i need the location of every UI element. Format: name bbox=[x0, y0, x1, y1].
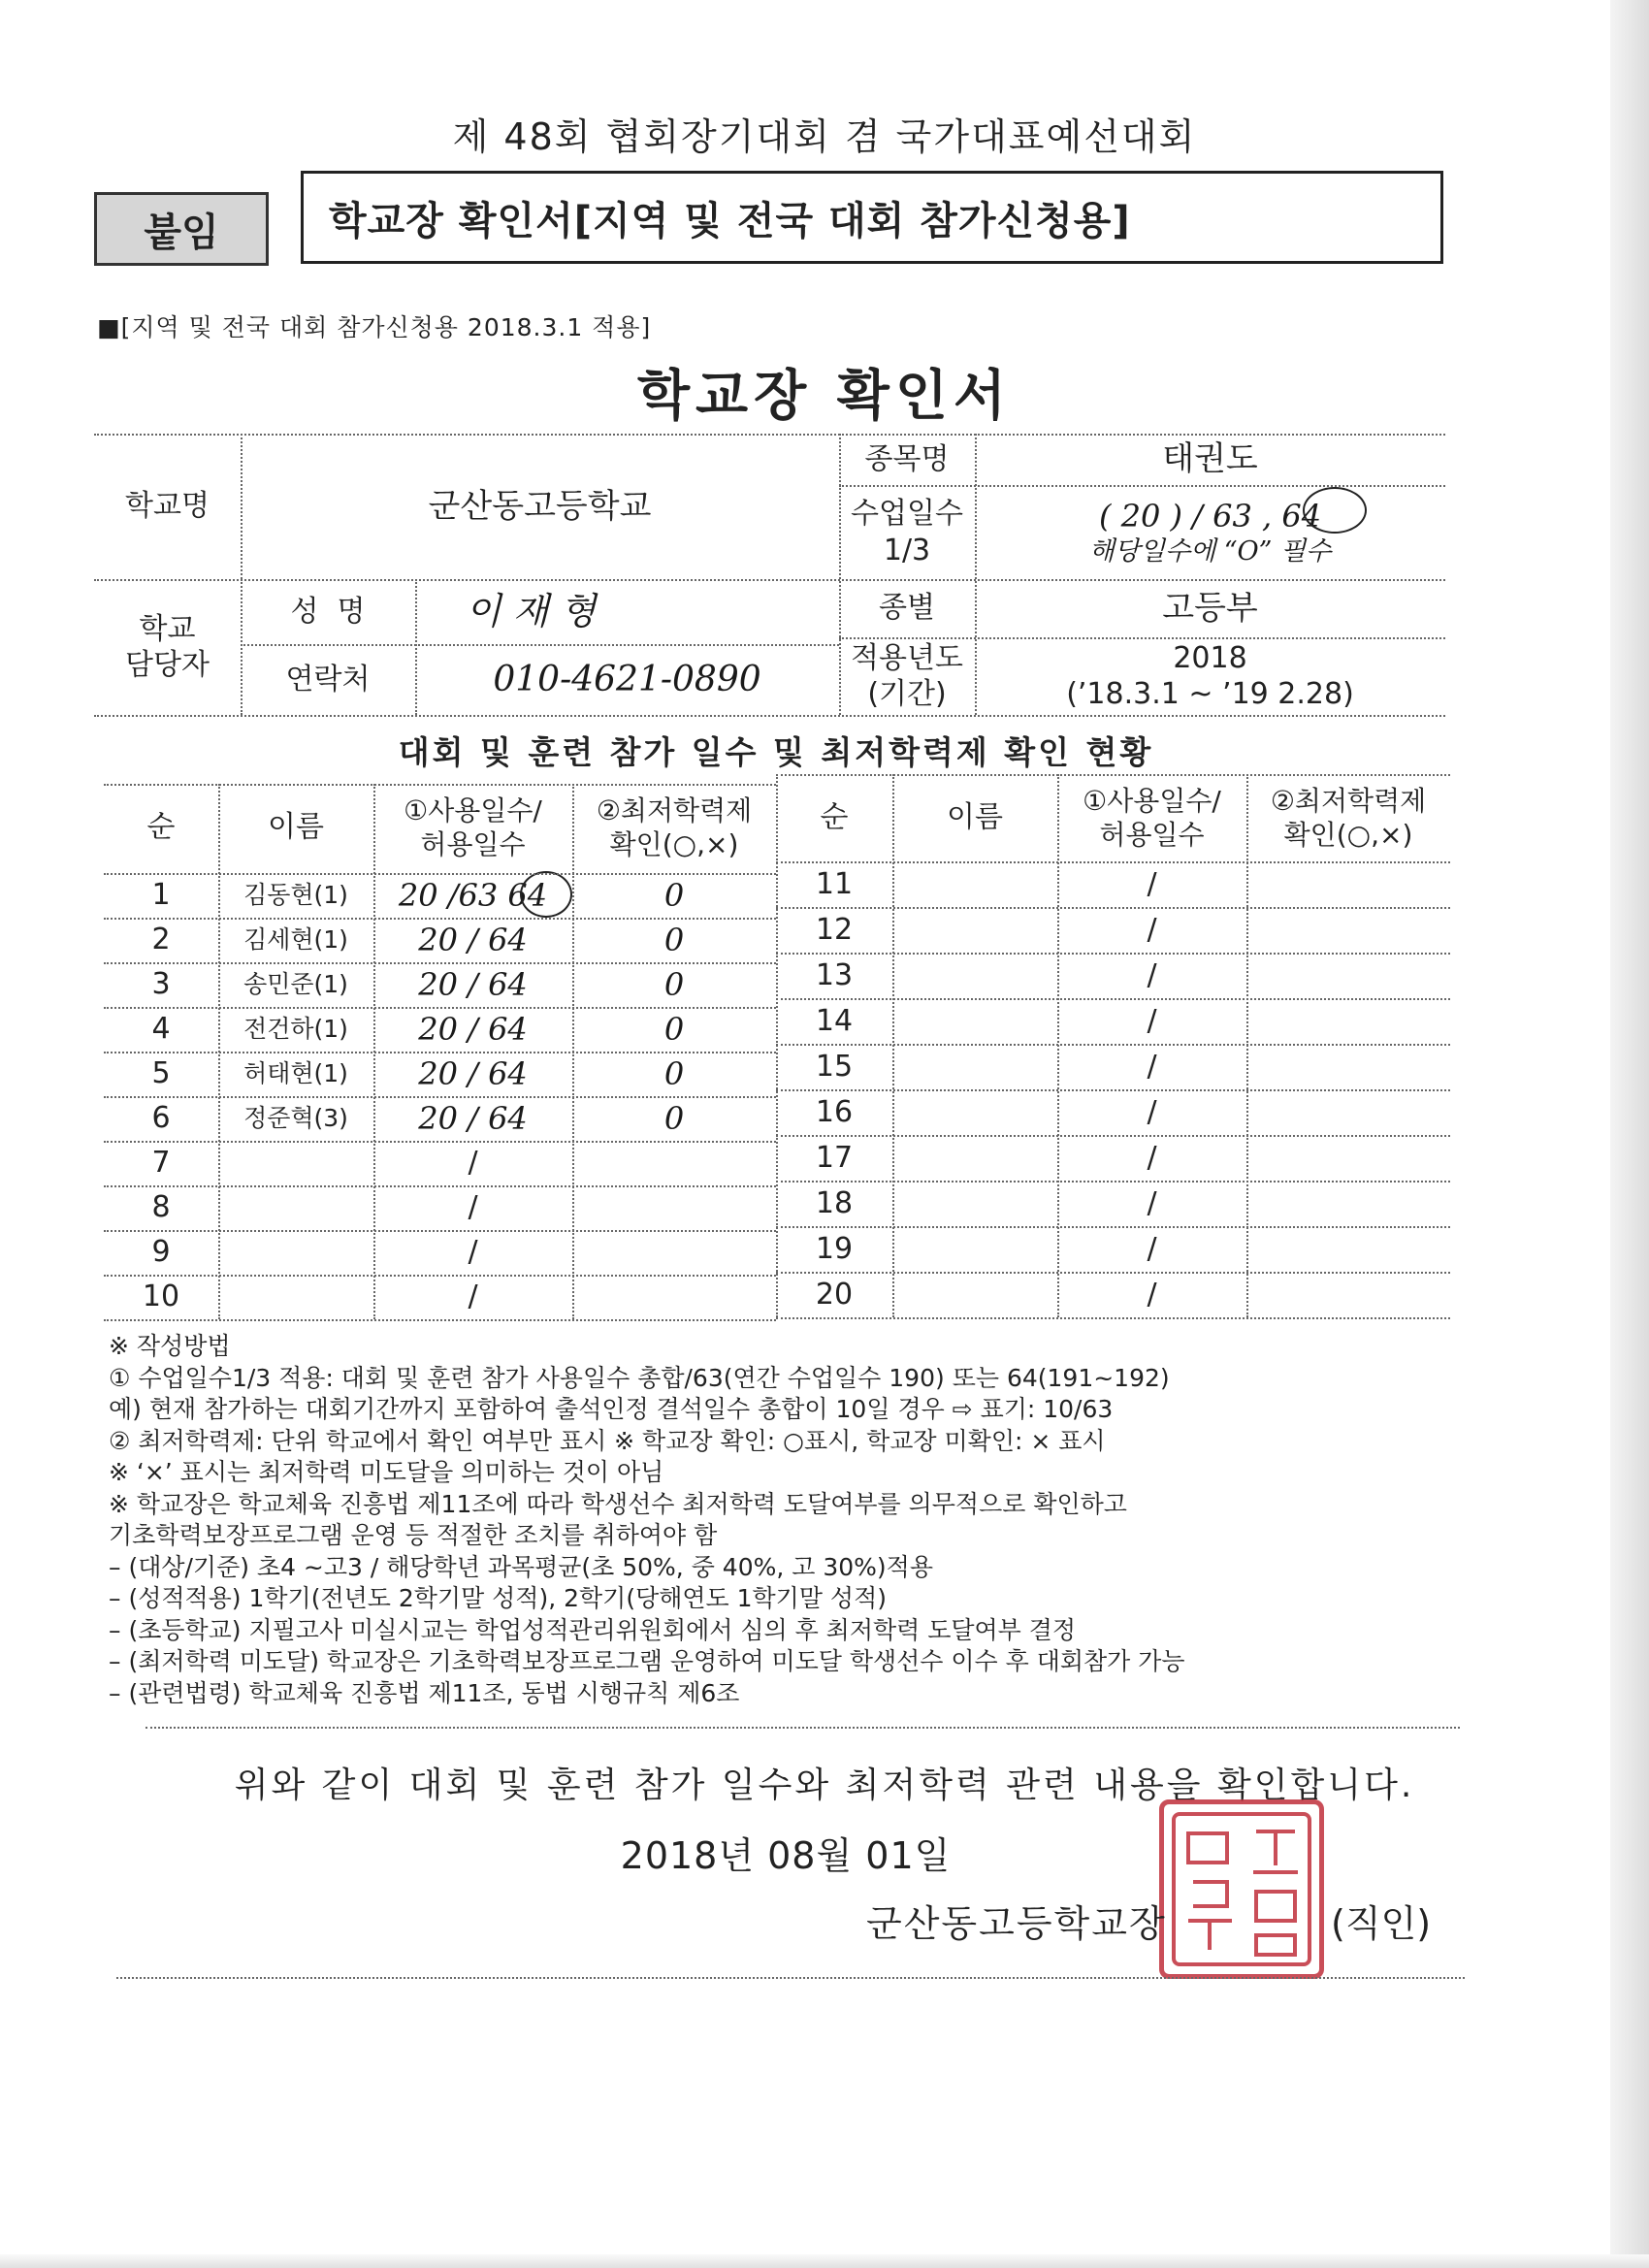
grid-line bbox=[218, 784, 220, 1319]
class-days-note: 해당일수에 “O” 필수 bbox=[1088, 535, 1332, 567]
header-check-line2: 확인(○,×) bbox=[609, 828, 739, 860]
school-label: 학교명 bbox=[125, 489, 210, 524]
seal-icon bbox=[1164, 1804, 1319, 1974]
grid-line bbox=[776, 1272, 1450, 1274]
grid-line bbox=[104, 1052, 776, 1053]
class-days-label-line2: 1/3 bbox=[883, 533, 931, 567]
class-days-fraction: ( 20 ) / 63 , 64 bbox=[1098, 497, 1322, 535]
row-seq: 5 bbox=[151, 1056, 171, 1091]
grid-line bbox=[1057, 774, 1059, 1317]
row-name: 김동현(1) bbox=[243, 881, 348, 910]
row-check: 0 bbox=[663, 966, 685, 1003]
header-name-left: 이름 bbox=[268, 810, 324, 845]
row-seq: 11 bbox=[815, 866, 854, 901]
row-name: 정준혁(3) bbox=[243, 1104, 348, 1133]
contact-value: 010-4621-0890 bbox=[493, 660, 761, 699]
header-name-right: 이름 bbox=[947, 800, 1003, 835]
grid-line bbox=[104, 1141, 776, 1143]
header-check-right bbox=[1246, 774, 1450, 861]
grid-line bbox=[776, 1044, 1450, 1046]
section-title: 대회 및 훈련 참가 일수 및 최저학력제 확인 현황 bbox=[398, 733, 1154, 771]
row-days: / bbox=[1147, 912, 1157, 947]
row-check: 0 bbox=[663, 922, 685, 958]
row-days: / bbox=[468, 1146, 478, 1181]
grid-line bbox=[776, 774, 1450, 776]
header-check-right-line1: ②최저학력제 bbox=[1270, 785, 1427, 817]
manager-label-line2: 담당자 bbox=[125, 648, 210, 682]
name-value: 이 재 형 bbox=[466, 589, 597, 632]
row-days: / bbox=[1147, 1003, 1157, 1038]
row-days: / bbox=[1147, 1094, 1157, 1129]
header-days-line1: ①사용일수/ bbox=[404, 794, 542, 826]
header-days-left bbox=[373, 784, 572, 871]
grid-line bbox=[1246, 774, 1248, 1317]
row-days: 20 / 64 bbox=[418, 1011, 528, 1048]
row-seq: 13 bbox=[815, 957, 854, 992]
row-check: 0 bbox=[663, 1011, 685, 1048]
row-seq: 20 bbox=[815, 1277, 854, 1312]
signer: 군산동고등학교장 bbox=[866, 1902, 1167, 1945]
header-seq-right: 순 bbox=[820, 800, 849, 835]
grid-line bbox=[104, 873, 776, 875]
row-days: / bbox=[1147, 1231, 1157, 1266]
grid-line bbox=[104, 1230, 776, 1232]
divider-bottom bbox=[116, 1977, 1465, 1979]
note-line: ① 수업일수1/3 적용: 대회 및 훈련 참가 사용일수 총합/63(연간 수업일수 190) 또는 64(191~192) bbox=[109, 1363, 1170, 1392]
year-value bbox=[975, 637, 1445, 715]
note-line: ※ 학교장은 학교체육 진흥법 제11조에 따라 학생선수 최저학력 도달여부를 의무적으로 확인하고 bbox=[109, 1489, 1127, 1518]
divider bbox=[146, 1727, 1460, 1729]
event-title: 제 48회 협회장기대회 겸 국가대표예선대회 bbox=[452, 115, 1197, 158]
year-label bbox=[839, 637, 975, 715]
row-seq: 12 bbox=[815, 912, 854, 947]
header-days-right-line2: 허용일수 bbox=[1099, 819, 1205, 851]
apply-note: ■[지역 및 전국 대회 참가신청용 2018.3.1 적용] bbox=[97, 313, 652, 341]
note-line: ※ ‘×’ 표시는 최저학력 미도달을 의미하는 것이 아님 bbox=[109, 1458, 664, 1486]
row-days: 20 / 64 bbox=[418, 922, 528, 958]
row-name: 송민준(1) bbox=[243, 970, 348, 999]
row-name: 전건하(1) bbox=[243, 1015, 348, 1044]
contact-label: 연락처 bbox=[285, 662, 371, 697]
manager-label-line1: 학교 bbox=[139, 611, 196, 646]
grid-line bbox=[776, 1089, 1450, 1091]
row-seq: 6 bbox=[151, 1101, 171, 1136]
row-name bbox=[218, 1275, 373, 1319]
note-line: 기초학력보장프로그램 운영 등 적절한 조치를 취하여야 함 bbox=[109, 1521, 718, 1549]
note-line: 예) 현재 참가하는 대회기간까지 포함하여 출석인정 결석일수 총합이 10일 경우 ⇨ 표기: 10/63 bbox=[109, 1395, 1114, 1423]
row-days: / bbox=[1147, 1185, 1157, 1220]
grid-line bbox=[776, 1226, 1450, 1228]
grid-line bbox=[776, 953, 1450, 955]
grid-line bbox=[104, 784, 776, 786]
grid-line bbox=[373, 784, 375, 1319]
circle-mark bbox=[1303, 487, 1367, 534]
manager-label bbox=[94, 579, 241, 715]
grid-line bbox=[776, 907, 1450, 909]
row-check bbox=[572, 1230, 776, 1275]
row-days: / bbox=[1147, 1277, 1157, 1312]
class-days-value bbox=[975, 485, 1445, 579]
header-check-line1: ②최저학력제 bbox=[596, 794, 753, 826]
attachment-title: 학교장 확인서[지역 및 전국 대회 참가신청용] bbox=[301, 171, 1443, 264]
year-label-line2: (기간) bbox=[867, 677, 947, 711]
note-line: – (성적적용) 1학기(전년도 2학기말 성적), 2학기(당해연도 1학기말 성적) bbox=[109, 1584, 887, 1612]
row-name bbox=[218, 1141, 373, 1185]
row-seq: 4 bbox=[151, 1012, 171, 1047]
division-value: 고등부 bbox=[1162, 588, 1258, 628]
document-title: 학교장 확인서 bbox=[636, 365, 1013, 428]
grid-line bbox=[776, 1317, 1450, 1319]
row-seq: 17 bbox=[815, 1140, 854, 1175]
name-label: 성 명 bbox=[290, 594, 366, 629]
row-seq: 15 bbox=[815, 1049, 854, 1084]
row-seq: 9 bbox=[151, 1235, 171, 1270]
row-name bbox=[218, 1230, 373, 1275]
row-name: 김세현(1) bbox=[243, 925, 348, 955]
grid-line bbox=[104, 1275, 776, 1277]
seal-mark: (직인) bbox=[1331, 1902, 1432, 1945]
row-days: / bbox=[468, 1280, 478, 1314]
grid-line bbox=[104, 1319, 776, 1321]
row-seq: 10 bbox=[142, 1280, 180, 1314]
sport-label: 종목명 bbox=[864, 441, 950, 476]
row-check: 0 bbox=[663, 1100, 685, 1137]
official-seal bbox=[1159, 1799, 1324, 1979]
row-seq: 18 bbox=[815, 1185, 854, 1220]
row-days: 20 /63 64 bbox=[398, 877, 548, 914]
year-text: 2018 bbox=[1173, 640, 1247, 675]
row-check bbox=[572, 1275, 776, 1319]
row-seq: 8 bbox=[151, 1190, 171, 1225]
row-seq: 2 bbox=[151, 923, 171, 957]
page-edge bbox=[1610, 0, 1649, 2268]
grid-line bbox=[104, 918, 776, 920]
row-check: 0 bbox=[663, 877, 685, 914]
header-days-right bbox=[1057, 774, 1246, 861]
header-days-right-line1: ①사용일수/ bbox=[1083, 785, 1221, 817]
page-edge-bottom bbox=[0, 2254, 1649, 2268]
row-days: / bbox=[1147, 1049, 1157, 1084]
year-period: (’18.3.1 ~ ’19 2.28) bbox=[1066, 677, 1354, 711]
confirm-text: 위와 같이 대회 및 훈련 참가 일수와 최저학력 관련 내용을 확인합니다. bbox=[234, 1766, 1415, 1805]
row-name: 허태현(1) bbox=[243, 1059, 348, 1088]
division-label: 종별 bbox=[879, 591, 935, 626]
grid-line bbox=[776, 998, 1450, 1000]
note-line: ※ 작성방법 bbox=[109, 1332, 231, 1360]
note-line: – (대상/기준) 초4 ~고3 / 해당학년 과목평균(초 50%, 중 40%, 고 30%)적용 bbox=[109, 1552, 933, 1581]
row-seq: 14 bbox=[815, 1003, 854, 1038]
row-seq: 19 bbox=[815, 1231, 854, 1266]
grid-line bbox=[776, 1181, 1450, 1183]
class-days-label-line1: 수업일수 bbox=[851, 497, 963, 531]
note-line: – (초등학교) 지필고사 미실시교는 학업성적관리위원회에서 심의 후 최저학력 도달여부 결정 bbox=[109, 1615, 1077, 1644]
row-days: / bbox=[468, 1190, 478, 1225]
row-days: 20 / 64 bbox=[418, 1100, 528, 1137]
grid-line bbox=[104, 962, 776, 964]
note-line: – (최저학력 미도달) 학교장은 기초학력보장프로그램 운영하여 미도달 학생선수 이수 후 대회참가 가능 bbox=[109, 1647, 1185, 1675]
grid-line bbox=[892, 774, 894, 1317]
date: 2018년 08월 01일 bbox=[620, 1834, 952, 1877]
grid-line bbox=[104, 1007, 776, 1009]
grid-line bbox=[104, 1185, 776, 1187]
row-check bbox=[572, 1185, 776, 1230]
header-seq-left: 순 bbox=[146, 810, 176, 845]
row-days: 20 / 64 bbox=[418, 966, 528, 1003]
header-check-right-line2: 확인(○,×) bbox=[1283, 819, 1413, 851]
note-line: – (관련법령) 학교체육 진흥법 제11조, 동법 시행규칙 제6조 bbox=[109, 1678, 740, 1707]
header-days-line2: 허용일수 bbox=[420, 828, 526, 860]
attachment-tag: 붙임 bbox=[94, 192, 269, 266]
row-check: 0 bbox=[663, 1055, 685, 1092]
row-seq: 7 bbox=[151, 1146, 171, 1181]
instructions bbox=[109, 1331, 1467, 1709]
grid-line bbox=[776, 861, 1450, 863]
row-days: / bbox=[1147, 957, 1157, 992]
grid-line bbox=[572, 784, 574, 1319]
row-days: / bbox=[1147, 866, 1157, 901]
row-check bbox=[572, 1141, 776, 1185]
row-name bbox=[218, 1185, 373, 1230]
year-label-line1: 적용년도 bbox=[851, 640, 963, 675]
school-name: 군산동고등학교 bbox=[428, 486, 652, 526]
grid-line bbox=[104, 1096, 776, 1098]
note-line: ② 최저학력제: 단위 학교에서 확인 여부만 표시 ※ 학교장 확인: ○표시, 학교장 미확인: × 표시 bbox=[109, 1426, 1106, 1455]
row-days: 20 / 64 bbox=[418, 1055, 528, 1092]
grid-line bbox=[776, 774, 778, 1317]
row-seq: 1 bbox=[151, 878, 171, 913]
grid-line bbox=[776, 1135, 1450, 1137]
circle-mark bbox=[520, 871, 572, 918]
sport-value: 태권도 bbox=[1162, 439, 1258, 479]
row-days: / bbox=[1147, 1140, 1157, 1175]
row-seq: 16 bbox=[815, 1094, 854, 1129]
header-check-left bbox=[572, 784, 776, 871]
row-days: / bbox=[468, 1235, 478, 1270]
class-days-label bbox=[839, 485, 975, 579]
row-seq: 3 bbox=[151, 967, 171, 1002]
